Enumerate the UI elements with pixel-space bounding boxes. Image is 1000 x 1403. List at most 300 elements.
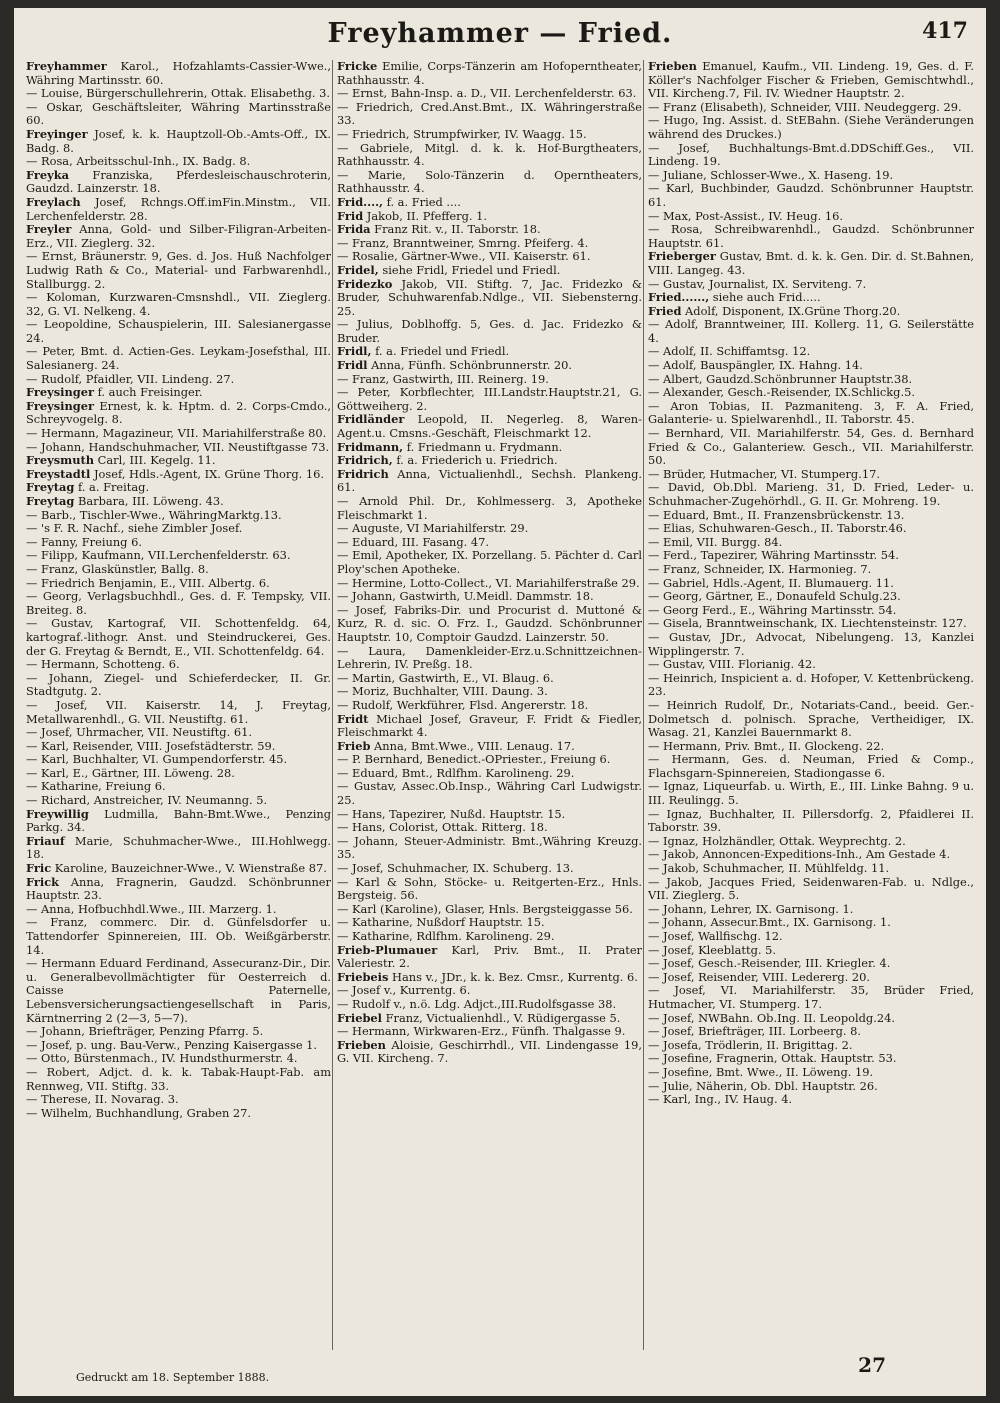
entry-text: — Eduard, Bmt., II. Franzensbrückenstr. 13. — [648, 507, 905, 522]
entry-text: — Moriz, Buchhalter, VIII. Daung. 3. — [337, 684, 548, 699]
entry-text: — Karl & Sohn, Stöcke- u. Reitgerten-Erz., Hnls. Bergsteig. 56. — [337, 874, 642, 903]
directory-entry — [648, 373, 974, 387]
directory-entry — [26, 862, 331, 876]
entry-text: — Therese, II. Novarag. 3. — [26, 1092, 179, 1107]
entry-text: — Filipp, Kaufmann, VII.Lerchenfelderstr. 63. — [26, 548, 291, 563]
entry-surname: Fridel, — [337, 262, 379, 277]
directory-entry — [26, 522, 331, 536]
directory-entry — [26, 454, 331, 468]
directory-entry — [337, 196, 642, 210]
directory-entry — [648, 1039, 974, 1053]
entry-text: — Karl, E., Gärtner, III. Löweng. 28. — [26, 765, 235, 780]
directory-entry — [26, 903, 331, 917]
entry-text: f. a. Fried .... — [383, 194, 461, 209]
entry-text: Karl, Priv. Bmt., II. Prater Valeriestr. 2. — [337, 942, 642, 971]
directory-entry — [337, 101, 642, 128]
directory-entry — [648, 468, 974, 482]
entry-text: Aloisie, Geschirrhdl., VII. Lindengasse 19, G. VII. Kircheng. 7. — [337, 1037, 642, 1066]
directory-entry — [648, 1093, 974, 1107]
entry-text: — Johann, Steuer-Administr. Bmt.,Währing Kreuzg. 35. — [337, 833, 642, 862]
directory-entry — [26, 726, 331, 740]
entry-text: — Ernst, Bräunerstr. 9, Ges. d. Jos. Huß Nachfolger Ludwig Rath & Co., Material- und Farbwarenhdl., Stallburgg. 2. — [26, 249, 331, 291]
directory-entry — [648, 250, 974, 277]
entry-text: — David, Ob.Dbl. Marieng. 31, D. Fried, Leder- u. Schuhmacher-Zugehörhdl., G. II. Gr. Mohreng. 19. — [648, 480, 974, 508]
directory-entry — [337, 1012, 642, 1026]
entry-text: — Rudolf, Werkführer, Flsd. Angererstr. 18. — [337, 697, 589, 712]
column-divider — [643, 60, 644, 1350]
directory-entry — [26, 509, 331, 523]
entry-text: — Karl, Buchbinder, Gaudzd. Schönbrunner Hauptstr. 61. — [648, 181, 974, 209]
entry-text: Emanuel, Kaufm., VII. Lindeng. 19, Ges. d. F. Köller's Nachfolger Fischer & Frieben, Gemischtwhdl., VII. Kircheng.7, Fil. IV. Wiedner Hauptstr. 2. — [648, 60, 974, 101]
directory-entry — [337, 250, 642, 264]
entry-text: — Josef, Wallfischg. 12. — [648, 929, 783, 943]
directory-entry — [648, 536, 974, 550]
entry-text: — Louise, Bürgerschullehrerin, Ottak. Elisabethg. 3. — [26, 86, 330, 101]
entry-text: — Josef, Fabriks-Dir. und Procurist d. Muttoné & Kurz, R. d. sic. O. Frz. I., Gaudzd. Schönbrunner Hauptstr. 10, Comptoir Gaudzd. Lainzerstr. 50. — [337, 602, 642, 644]
entry-text: f. a. Freitag. — [74, 480, 150, 495]
entry-text: Franziska, Pferdesleischauschroterin, Gaudzd. Lainzerstr. 18. — [26, 167, 331, 196]
entry-text: — Ignaz, Buchhalter, II. Pillersdorfg. 2, Pfaidlerei II. Taborstr. 39. — [648, 806, 974, 835]
entry-text: — Josef, VI. Mariahilferstr. 35, Brüder Fried, Hutmacher, VI. Stumperg. 17. — [648, 983, 974, 1011]
directory-entry — [648, 876, 974, 903]
entry-text: — Julius, Doblhoffg. 5, Ges. d. Jac. Fridezko & Bruder. — [337, 317, 642, 345]
directory-entry — [337, 278, 642, 319]
directory-entry — [26, 1107, 331, 1121]
entry-text: — Rosa, Schreibwarenhdl., Gaudzd. Schönbrunner Hauptstr. 61. — [648, 222, 974, 250]
entry-text: — Peter, Korbflechter, III.Landstr.Hauptstr.21, G. Göttweiherg. 2. — [337, 385, 642, 413]
directory-entry — [337, 740, 642, 754]
entry-text: — Oskar, Geschäftsleiter, Währing Martinsstraße 60. — [26, 99, 331, 128]
entry-text: f. a. Friedel und Friedl. — [371, 344, 510, 359]
entry-text: — Adolf, II. Schiffamtsg. 12. — [648, 344, 811, 359]
directory-entry — [26, 740, 331, 754]
directory-entry — [648, 862, 974, 876]
entry-text: — Johann, Handschuhmacher, VII. Neustiftgasse 73. — [26, 439, 330, 454]
entry-text: — Adolf, Bauspängler, IX. Hahng. 14. — [648, 358, 863, 373]
entry-text: — Josefa, Trödlerin, II. Brigittag. 2. — [648, 1037, 853, 1052]
entry-text: — Rosa, Arbeitsschul-Inh., IX. Badg. 8. — [26, 154, 251, 169]
directory-entry — [648, 835, 974, 849]
directory-entry — [26, 318, 331, 345]
entry-text: — Friedrich Benjamin, E., VIII. Albertg. 6. — [26, 575, 270, 590]
entry-surname: Freytag — [26, 480, 75, 495]
entry-text: — Jakob, Annoncen-Expeditions-Inh., Am Gestade 4. — [648, 847, 951, 862]
entry-text: — Auguste, VI Mariahilferstr. 29. — [337, 521, 529, 536]
directory-entry — [648, 984, 974, 1011]
entry-text: — Franz, Branntweiner, Smrng. Pfeiferg. 4. — [337, 235, 589, 250]
entry-surname: Fried — [648, 303, 682, 318]
entry-text: — Julie, Näherin, Ob. Dbl. Hauptstr. 26. — [648, 1078, 878, 1093]
directory-entry — [648, 903, 974, 917]
entry-text: — Josef, Buchhaltungs-Bmt.d.DDSchiff.Ges., VII. Lindeng. 19. — [648, 140, 974, 169]
entry-text: — Elias, Schuhwaren-Gesch., II. Taborstr.46. — [648, 521, 907, 536]
entry-text: Gustav, Bmt. d. k. k. Gen. Dir. d. St.Bahnen, VIII. Langeg. 43. — [648, 249, 974, 277]
entry-text: — Karl, Buchhalter, VI. Gumpendorferstr. 45. — [26, 752, 288, 767]
entry-text: — Otto, Bürstenmach., IV. Hundsthurmerstr. 4. — [26, 1051, 298, 1066]
directory-entry — [26, 427, 331, 441]
entry-text: — Georg Ferd., E., Währing Martinsstr. 54. — [648, 602, 897, 617]
directory-entry — [337, 699, 642, 713]
directory-entry — [337, 223, 642, 237]
entry-text: — Max, Post-Assist., IV. Heug. 16. — [648, 208, 843, 223]
entry-text: — Laura, Damenkleider-Erz.u.Schnittzeichnen-Lehrerin, IV. Preßg. 18. — [337, 643, 642, 672]
directory-entry — [26, 1039, 331, 1053]
directory-entry — [26, 658, 331, 672]
entry-text: — Hermann, Wirkwaren-Erz., Fünfh. Thalgasse 9. — [337, 1024, 626, 1039]
entry-text: — Aron Tobias, II. Pazmaniteng. 3, F. A. Fried, Galanterie- u. Spielwarenhdl., II. Taborstr. 45. — [648, 398, 974, 427]
entry-surname: Fric — [26, 861, 52, 876]
directory-entry — [648, 658, 974, 672]
directory-entry — [648, 359, 974, 373]
entry-text: — Robert, Adjct. d. k. k. Tabak-Haupt-Fab. am Rennweg, VII. Stiftg. 33. — [26, 1064, 331, 1093]
directory-entry — [26, 767, 331, 781]
entry-text: f. auch Freisinger. — [94, 385, 203, 400]
entry-surname: Freystadtl — [26, 466, 91, 481]
entry-text: Jakob, II. Pfefferg. 1. — [363, 208, 487, 223]
directory-entry — [337, 522, 642, 536]
entry-text: Anna, Fragnerin, Gaudzd. Schönbrunner Hauptstr. 23. — [26, 874, 331, 903]
entry-text: — Georg, Verlagsbuchhdl., Ges. d. F. Tempsky, VII. Breiteg. 8. — [26, 589, 331, 617]
entry-text: — Koloman, Kurzwaren-Cmsnshdl., VII. Zieglerg. 32, G. VI. Nelkeng. 4. — [26, 290, 331, 318]
directory-entry — [337, 903, 642, 917]
directory-entry — [648, 427, 974, 468]
entry-text: — Franz, Gastwirth, III. Reinerg. 19. — [337, 371, 549, 386]
entry-text: — Josef v., Kurrentg. 6. — [337, 983, 471, 998]
entry-text: — Hermann Eduard Ferdinand, Assecuranz-Dir., Dir. u. Generalbevollmächtigter für Oesterreich d. Caisse Paternelle, Lebensversicherungsactiengesellschaft in Paris, Kärntnerring 2 (2—3, 5—7). — [26, 956, 331, 1025]
directory-entry — [337, 386, 642, 413]
entry-surname: Frid...., — [337, 194, 384, 209]
entry-text: — Ignaz, Liqueurfab. u. Wirth, E., III. Linke Bahng. 9 u. III. Reulingg. 5. — [648, 779, 974, 808]
entry-text: — Johann, Lehrer, IX. Garnisong. 1. — [648, 901, 854, 916]
entry-text: — Rudolf, Pfaidler, VII. Lindeng. 27. — [26, 371, 235, 386]
directory-entry — [337, 876, 642, 903]
directory-entry — [648, 604, 974, 618]
entry-text: — Adolf, Branntweiner, III. Kollerg. 11, G. Seilerstätte 4. — [648, 317, 974, 345]
entry-text: Anna, Bmt.Wwe., VIII. Lenaug. 17. — [370, 738, 575, 753]
entry-text: — Franz, commerc. Dir. d. Günfelsdorfer u. Tattendorfer Spinnereien, III. Ob. Weißgärberstr. 14. — [26, 915, 331, 957]
directory-entry — [648, 1080, 974, 1094]
directory-entry — [648, 930, 974, 944]
entry-text: Josef, k. k. Hauptzoll-Ob.-Amts-Off., IX. Badg. 8. — [26, 126, 331, 155]
entry-text: — Josef, VII. Kaiserstr. 14, J. Freytag, Metallwarenhdl., G. VII. Neustiftg. 61. — [26, 697, 331, 726]
entry-text: Anna, Victualienhdl., Sechsh. Plankeng. 61. — [337, 466, 642, 495]
entry-text: Carl, III. Kegelg. 11. — [94, 453, 216, 468]
directory-entry — [337, 373, 642, 387]
entry-text: — Peter, Bmt. d. Actien-Ges. Leykam-Josefsthal, III. Salesianerg. 24. — [26, 344, 331, 373]
directory-entry — [337, 577, 642, 591]
directory-entry — [26, 155, 331, 169]
entry-surname: Frick — [26, 874, 60, 889]
entry-text: Karoline, Bauzeichner-Wwe., V. Wienstraße 87. — [51, 861, 327, 876]
entry-text: Emilie, Corps-Tänzerin am Hofoperntheater, Rathhausstr. 4. — [337, 60, 642, 87]
entry-surname: Frieb-Plumauer — [337, 942, 438, 957]
column-right — [648, 60, 974, 1350]
entry-text: f. a. Friederich u. Friedrich. — [392, 453, 558, 468]
directory-entry — [26, 590, 331, 617]
directory-entry — [337, 780, 642, 807]
entry-text: — Ferd., Tapezirer, Währing Martinsstr. 54. — [648, 548, 899, 563]
entry-surname: Freyhammer — [26, 60, 107, 73]
entry-text: — Jakob, Jacques Fried, Seidenwaren-Fab. u. Ndlge., VII. Zieglerg. 5. — [648, 874, 974, 903]
entry-surname: Freysmuth — [26, 453, 95, 468]
entry-text: — Katharine, Nußdorf Hauptstr. 15. — [337, 915, 545, 930]
entry-text: — Karl, Reisender, VIII. Josefstädterstr. 59. — [26, 738, 276, 753]
directory-entry — [648, 957, 974, 971]
entry-text: — Rudolf v., n.ö. Ldg. Adjct.,III.Rudolfsgasse 38. — [337, 996, 617, 1011]
entry-surname: Freyler — [26, 222, 72, 237]
directory-entry — [337, 808, 642, 822]
entry-text: — Josef, Schuhmacher, IX. Schuberg. 13. — [337, 861, 574, 876]
entry-text: — Rosalie, Gärtner-Wwe., VII. Kaiserstr. 61. — [337, 249, 591, 264]
directory-entry — [26, 876, 331, 903]
entry-text: — Hans, Tapezirer, Nußd. Hauptstr. 15. — [337, 806, 566, 821]
directory-entry — [26, 916, 331, 957]
directory-entry — [26, 60, 331, 87]
directory-entry — [648, 577, 974, 591]
entry-text: — Juliane, Schlosser-Wwe., X. Haseng. 19. — [648, 167, 894, 182]
directory-entry — [337, 210, 642, 224]
entry-text: — Josef, Gesch.-Reisender, III. Kriegler. 4. — [648, 956, 891, 971]
directory-entry — [26, 780, 331, 794]
column-divider — [332, 60, 333, 1350]
entry-text: — Arnold Phil. Dr., Kohlmesserg. 3, Apotheke Fleischmarkt 1. — [337, 494, 642, 522]
directory-entry — [26, 223, 331, 250]
directory-entry — [26, 87, 331, 101]
entry-text: — Martin, Gastwirth, E., VI. Blaug. 6. — [337, 670, 554, 685]
directory-entry — [337, 536, 642, 550]
entry-text: — Katharine, Rdlfhm. Karolineng. 29. — [337, 929, 555, 943]
directory-entry — [26, 291, 331, 318]
entry-text: — Brüder, Hutmacher, VI. Stumperg.17. — [648, 466, 880, 481]
entry-text: — Karl, Ing., IV. Haug. 4. — [648, 1092, 793, 1107]
directory-entry — [337, 413, 642, 440]
entry-surname: Frieben — [337, 1037, 386, 1052]
directory-entry — [337, 835, 642, 862]
entry-text: — Eduard, III. Fasang. 47. — [337, 534, 490, 549]
entry-text: siehe auch Frid..... — [709, 290, 821, 305]
directory-entry — [26, 441, 331, 455]
entry-text: — Eduard, Bmt., Rdlfhm. Karolineng. 29. — [337, 765, 575, 780]
entry-text: — Johann, Assecur.Bmt., IX. Garnisong. 1. — [648, 915, 891, 930]
directory-entry — [26, 169, 331, 196]
entry-text: — Josef, Kleeblattg. 5. — [648, 942, 776, 957]
directory-entry — [26, 345, 331, 372]
directory-entry — [648, 305, 974, 319]
entry-text: — Emil, Apotheker, IX. Porzellang. 5. Pächter d. Carl Ploy'schen Apotheke. — [337, 548, 642, 576]
directory-entry — [337, 713, 642, 740]
directory-entry — [26, 957, 331, 1025]
entry-surname: Freylach — [26, 194, 81, 209]
entry-surname: Fridezko — [337, 276, 393, 291]
entry-text: — Heinrich, Inspicient a. d. Hofoper, V. Kettenbrückeng. 23. — [648, 670, 974, 699]
entry-surname: Frieberger — [648, 249, 716, 264]
printer-signature: 27 — [858, 1353, 886, 1377]
entry-text: Adolf, Disponent, IX.Grüne Thorg.20. — [681, 303, 901, 318]
directory-entry — [648, 617, 974, 631]
entry-text: — Karl (Karoline), Glaser, Hnls. Bergsteiggasse 56. — [337, 901, 633, 916]
directory-entry — [337, 971, 642, 985]
entry-surname: Freysinger — [26, 385, 94, 400]
entry-text: Anna, Gold- und Silber-Filigran-Arbeiten-Erz., VII. Zieglerg. 32. — [26, 222, 331, 250]
directory-entry — [26, 196, 331, 223]
directory-entry — [337, 237, 642, 251]
entry-text: Hans v., JDr., k. k. Bez. Cmsr., Kurrentg. 6. — [388, 969, 638, 984]
entry-text: — Johann, Briefträger, Penzing Pfarrg. 5. — [26, 1024, 264, 1039]
directory-entry — [648, 210, 974, 224]
directory-entry — [26, 386, 331, 400]
entry-surname: Frieben — [648, 60, 697, 73]
entry-text: — Friedrich, Cred.Anst.Bmt., IX. Währingerstraße 33. — [337, 99, 642, 128]
directory-entry — [648, 590, 974, 604]
entry-text: Marie, Schuhmacher-Wwe., III.Hohlwegg. 18. — [26, 833, 331, 862]
entry-text: Barbara, III. Löweng. 43. — [74, 494, 224, 508]
entry-text: — Gabriel, Hdls.-Agent, II. Blumauerg. 11. — [648, 575, 894, 590]
directory-entry — [648, 971, 974, 985]
entry-text: — Jakob, Schuhmacher, II. Mühlfeldg. 11. — [648, 861, 890, 876]
entry-text: — Friedrich, Strumpfwirker, IV. Waagg. 15. — [337, 126, 587, 141]
entry-surname: Freysinger — [26, 398, 94, 413]
entry-text: — Hermann, Priv. Bmt., II. Glockeng. 22. — [648, 738, 885, 753]
directory-entry — [648, 182, 974, 209]
directory-entry — [337, 359, 642, 373]
directory-entry — [648, 101, 974, 115]
entry-surname: Fridl — [337, 358, 368, 373]
directory-entry — [648, 1012, 974, 1026]
entry-text: — Gustav, JDr., Advocat, Nibelungeng. 13, Kanzlei Wipplingerstr. 7. — [648, 629, 974, 658]
directory-entry — [648, 699, 974, 740]
entry-surname: Frida — [337, 222, 371, 237]
page-header — [14, 14, 986, 54]
entry-text: — Marie, Solo-Tänzerin d. Operntheaters, Rathhausstr. 4. — [337, 167, 642, 196]
entry-surname: Friauf — [26, 833, 65, 848]
entry-surname: Frieb — [337, 738, 371, 753]
directory-entry — [337, 128, 642, 142]
entry-surname: Fridrich — [337, 466, 389, 481]
directory-entry — [26, 1066, 331, 1093]
entry-text: — Josef, Briefträger, III. Lorbeerg. 8. — [648, 1024, 861, 1039]
entry-text: — Gustav, Kartograf, VII. Schottenfeldg. 64, kartograf.-lithogr. Anst. und Steindruckerei, Ges. der G. Freytag & Berndt, E., VII. Schottenfeldg. 64. — [26, 616, 331, 658]
directory-entry — [337, 685, 642, 699]
entry-text: f. Friedmann u. Frydmann. — [403, 439, 563, 454]
directory-entry — [337, 998, 642, 1012]
entry-text: — Gustav, Assec.Ob.Insp., Währing Carl Ludwigstr. 25. — [337, 779, 642, 808]
directory-entry — [26, 617, 331, 658]
directory-entry — [337, 767, 642, 781]
directory-entry — [26, 536, 331, 550]
entry-text: — Leopoldine, Schauspielerin, III. Salesianergasse 24. — [26, 317, 331, 345]
directory-entry — [26, 373, 331, 387]
directory-entry — [648, 740, 974, 754]
directory-entry — [26, 1093, 331, 1107]
entry-text: Michael Josef, Graveur, F. Fridt & Fiedler, Fleischmarkt 4. — [337, 711, 642, 740]
directory-entry — [26, 577, 331, 591]
directory-entry — [26, 794, 331, 808]
directory-entry — [337, 60, 642, 87]
directory-entry — [337, 944, 642, 971]
directory-entry — [26, 495, 331, 509]
entry-surname: Fridmann, — [337, 439, 404, 454]
entry-text: — Georg, Gärtner, E., Donaufeld Schulg.23. — [648, 589, 901, 604]
entry-surname: Freytag — [26, 494, 75, 508]
entry-text: — Hermine, Lotto-Collect., VI. Mariahilferstraße 29. — [337, 575, 640, 590]
directory-entry — [26, 128, 331, 155]
print-date: Gedruckt am 18. September 1888. — [76, 1371, 270, 1384]
entry-text: Ludmilla, Bahn-Bmt.Wwe., Penzing Parkg. 34. — [26, 806, 331, 835]
directory-entry — [648, 386, 974, 400]
entry-text: — Heinrich Rudolf, Dr., Notariats-Cand., beeid. Ger.-Dolmetsch d. polnisch. Sprache, Vertheidiger, IX. Wasag. 21, Kanzlei Bauernmarkt 8. — [648, 697, 974, 740]
entry-text: Leopold, II. Negerleg. 8, Waren-Agent.u. Cmsns.-Geschäft, Fleischmarkt 12. — [337, 412, 642, 441]
entry-text: — Franz, Glaskünstler, Ballg. 8. — [26, 561, 209, 576]
directory-entry — [648, 631, 974, 658]
entry-text: — Anna, Hofbuchhdl.Wwe., III. Marzerg. 1. — [26, 901, 277, 916]
directory-entry — [648, 223, 974, 250]
entry-text: — Barb., Tischler-Wwe., WähringMarktg.13. — [26, 507, 282, 522]
directory-entry — [337, 142, 642, 169]
directory-entry — [648, 60, 974, 101]
directory-entry — [337, 672, 642, 686]
entry-text: — 's F. R. Nachf., siehe Zimbler Josef. — [26, 521, 243, 536]
directory-entry — [26, 400, 331, 427]
directory-entry — [337, 264, 642, 278]
entry-text: — Josefine, Bmt. Wwe., II. Löweng. 19. — [648, 1064, 874, 1079]
entry-text: — Johann, Ziegel- und Schieferdecker, II. Gr. Stadtgutg. 2. — [26, 670, 331, 699]
directory-entry — [648, 563, 974, 577]
entry-text: — Hermann, Ges. d. Neuman, Fried & Comp., Flachsgarn-Spinnereien, Stadiongasse 6. — [648, 752, 974, 780]
directory-entry — [648, 400, 974, 427]
entry-text: Franz, Victualienhdl., V. Rüdigergasse 5. — [382, 1010, 621, 1025]
entry-text: Ernest, k. k. Hptm. d. 2. Corps-Cmdo., Schreyvogelg. 8. — [26, 398, 331, 427]
directory-entry — [26, 250, 331, 291]
directory-entry — [337, 984, 642, 998]
entry-text: Franz Rit. v., II. Taborstr. 18. — [370, 222, 541, 237]
directory-entry — [337, 930, 642, 944]
directory-entry — [337, 604, 642, 645]
directory-entry — [337, 87, 642, 101]
entry-surname: Frid — [337, 208, 364, 223]
directory-entry — [648, 1025, 974, 1039]
directory-entry — [337, 1025, 642, 1039]
entry-text: — Josef, NWBahn. Ob.Ing. II. Leopoldg.24. — [648, 1010, 895, 1025]
directory-entry — [648, 522, 974, 536]
directory-entry — [26, 672, 331, 699]
directory-entry — [648, 916, 974, 930]
directory-entry — [648, 549, 974, 563]
entry-text: — Albert, Gaudzd.Schönbrunner Hauptstr.38. — [648, 371, 913, 386]
directory-entry — [337, 441, 642, 455]
entry-text: — Bernhard, VII. Mariahilferstr. 54, Ges. d. Bernhard Fried & Co., Galanteriew. Gesch., VII. Mariahilferstr. 50. — [648, 426, 974, 468]
entry-text: — Hermann, Magazineur, VII. Mariahilferstraße 80. — [26, 426, 327, 441]
entry-text: — Josefine, Fragnerin, Ottak. Hauptstr. 53. — [648, 1051, 897, 1066]
entry-surname: Freywillig — [26, 806, 89, 821]
directory-entry — [648, 944, 974, 958]
entry-text: Josef, Rchngs.Off.imFin.Minstm., VII. Lerchenfelderstr. 28. — [26, 194, 331, 223]
directory-entry — [648, 753, 974, 780]
entry-text: — Gabriele, Mitgl. d. k. k. Hof-Burgtheaters, Rathhausstr. 4. — [337, 140, 642, 169]
directory-entry — [26, 699, 331, 726]
page-title: Freyhammer — Fried. — [327, 18, 673, 49]
column-middle — [337, 60, 642, 1350]
directory-page — [14, 8, 986, 1396]
directory-entry — [648, 481, 974, 508]
entry-text: — Ernst, Bahn-Insp. a. D., VII. Lerchenfelderstr. 63. — [337, 86, 637, 101]
entry-surname: Freyinger — [26, 126, 88, 141]
entry-text: — Richard, Anstreicher, IV. Neumanng. 5. — [26, 793, 268, 808]
directory-entry — [337, 645, 642, 672]
directory-entry — [337, 495, 642, 522]
directory-entry — [648, 780, 974, 807]
entry-text: — Fanny, Freiung 6. — [26, 534, 142, 549]
entry-text: — Josef, p. ung. Bau-Verw., Penzing Kaisergasse 1. — [26, 1037, 318, 1052]
